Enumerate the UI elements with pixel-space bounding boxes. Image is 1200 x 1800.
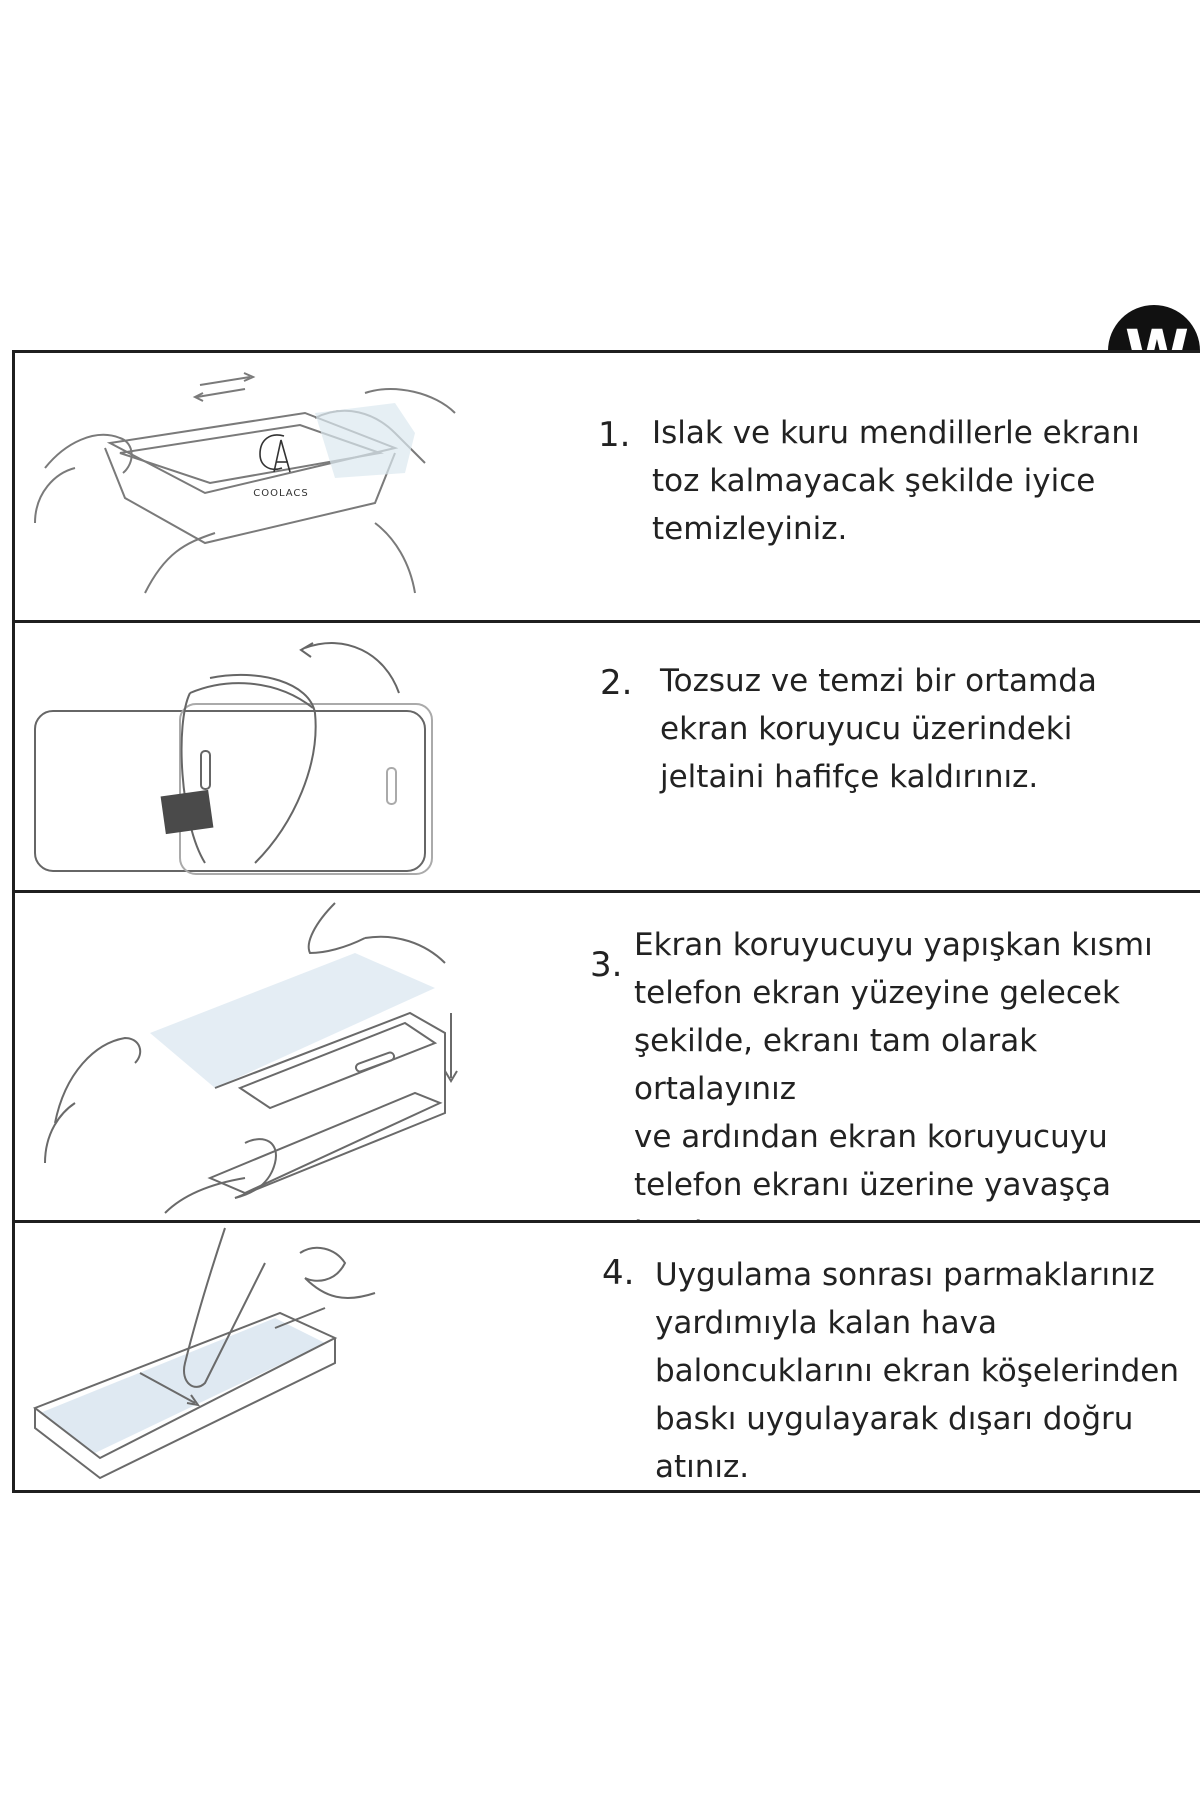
step-2-illustration <box>15 623 575 890</box>
step-3-illustration <box>15 893 575 1220</box>
step-panel-1 <box>12 350 1200 620</box>
coolacs-logo <box>236 428 326 499</box>
step-3-text-block <box>590 893 1180 1220</box>
step-1-number: 1. <box>598 415 631 455</box>
align-protector-icon <box>15 893 575 1220</box>
peel-film-icon <box>15 623 575 890</box>
step-4-number: 4. <box>602 1253 635 1293</box>
step-2-text-block <box>590 623 1180 890</box>
press-bubbles-icon <box>15 1223 575 1490</box>
step-4-text: Uygulama sonrası parmaklarınız yardımıyla kalan hava baloncuklarını ekran köşelerinden baskı uygulayarak dışarı doğru atınız. <box>655 1257 1180 1485</box>
step-1-text: Islak ve kuru mendillerle ekranı toz kalmayacak şekilde iyice temizleyiniz. <box>652 415 1140 547</box>
step-4-text-block <box>590 1223 1180 1490</box>
step-panel-3 <box>12 890 1200 1220</box>
coolacs-logo-icon <box>236 428 326 490</box>
step-4-illustration <box>15 1223 575 1490</box>
step-3-number: 3. <box>590 945 623 985</box>
step-3-text: Ekran koruyucuyu yapışkan kısmı telefon ekran yüzeyine gelecek şekilde, ekranı tam olarak ortalayınız ve ardından ekran koruyucuyu telefon ekranı üzerine yavaşça <box>634 927 1153 1203</box>
step-2-number: 2. <box>600 663 633 703</box>
step-1-text-block <box>590 353 1180 620</box>
coolacs-logo-text: COOLACS <box>253 488 309 499</box>
step-panel-2 <box>12 620 1200 890</box>
step-2-text: Tozsuz ve temzi bir ortamda ekran koruyucu üzerindeki jeltaini hafifçe kaldırınız. <box>660 663 1097 795</box>
step-panel-4 <box>12 1220 1200 1493</box>
